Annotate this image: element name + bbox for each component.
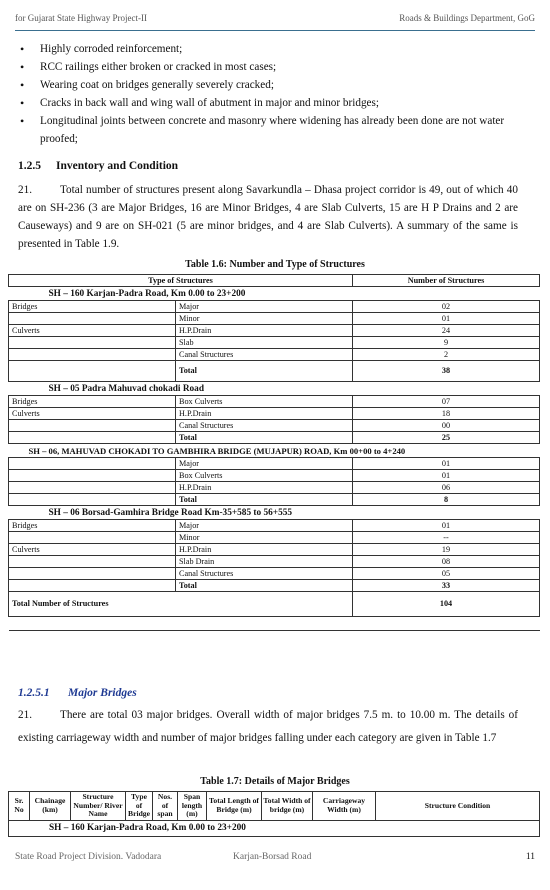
- table-section-row: [9, 287, 540, 301]
- table-cell: [9, 580, 176, 592]
- table-section-row: [9, 506, 540, 520]
- count-cell: 19: [353, 544, 540, 556]
- category-cell: [9, 470, 176, 482]
- table-row: [9, 458, 540, 470]
- category-cell: [9, 313, 176, 325]
- table-row: [9, 470, 540, 482]
- paragraph-major-bridges: [18, 704, 518, 750]
- count-cell: 00: [353, 420, 540, 432]
- col-header: Nos. of span: [153, 792, 178, 821]
- count-cell: 08: [353, 556, 540, 568]
- col-header: Structure Condition: [376, 792, 540, 821]
- type-cell: H.P.Drain: [176, 544, 353, 556]
- total-label-cell: Total: [176, 432, 353, 444]
- table-total-row: [9, 494, 540, 506]
- table-cell: [9, 361, 176, 382]
- type-cell: Box Culverts: [176, 396, 353, 408]
- bullet-icon: •: [20, 42, 25, 56]
- section-title: Inventory and Condition: [56, 160, 179, 172]
- total-value-cell: 25: [353, 432, 540, 444]
- total-value-cell: 33: [353, 580, 540, 592]
- table-row: [9, 520, 540, 532]
- type-cell: Slab Drain: [176, 556, 353, 568]
- bullet-item: • Highly corroded reinforcement;: [20, 42, 183, 56]
- table-row: [9, 301, 540, 313]
- page-header: [15, 8, 535, 31]
- count-cell: 2: [353, 349, 540, 361]
- table-row: [9, 556, 540, 568]
- type-cell: Canal Structures: [176, 420, 353, 432]
- type-cell: Major: [176, 301, 353, 313]
- footer-division: State Road Project Division. Vadodara: [15, 852, 162, 862]
- count-cell: --: [353, 532, 540, 544]
- type-cell: H.P.Drain: [176, 408, 353, 420]
- table-row: [9, 544, 540, 556]
- category-cell: [9, 482, 176, 494]
- col-header: Sr. No: [9, 792, 30, 821]
- type-cell: Major: [176, 520, 353, 532]
- table-total-row: [9, 432, 540, 444]
- col-header: Span length (m): [178, 792, 207, 821]
- footer-project: Karjan-Borsad Road: [233, 852, 312, 862]
- count-cell: 05: [353, 568, 540, 580]
- category-cell: [9, 420, 176, 432]
- bullet-item: • Wearing coat on bridges generally severely cracked;: [20, 78, 274, 92]
- section-title-cell: SH – 05 Padra Mahuvad chokadi Road: [9, 382, 540, 396]
- table-row: [9, 313, 540, 325]
- table-total-row: [9, 361, 540, 382]
- count-cell: 24: [353, 325, 540, 337]
- col-header: Chainage (km): [30, 792, 71, 821]
- paragraph-text: Total number of structures present along Savarkundla – Dhasa project corridor is 49, out of which 40 are on SH-236 (3 are Major Bridges, 16 are Minor Bridges, 4 are Slab Culverts, 15 are H P Drains and 2 are Causeways) and 9 are on SH-021 (5 are minor bridges, and 4 are Slab Culverts). A summary of the same is presented in Table 1.9.: [18, 184, 518, 250]
- subsection-heading: [18, 687, 137, 699]
- table-row: [9, 532, 540, 544]
- total-value-cell: 38: [353, 361, 540, 382]
- count-cell: 01: [353, 458, 540, 470]
- count-cell: 02: [353, 301, 540, 313]
- bullet-icon: •: [20, 96, 25, 110]
- section-number: 1.2.5: [18, 160, 41, 172]
- type-cell: H.P.Drain: [176, 325, 353, 337]
- table-row: [9, 568, 540, 580]
- paragraph-number: 21.: [18, 709, 32, 721]
- table-structures: [8, 274, 540, 631]
- count-cell: 01: [353, 520, 540, 532]
- col-header: Carriageway Width (m): [313, 792, 376, 821]
- total-label-cell: Total: [176, 494, 353, 506]
- category-cell: [9, 568, 176, 580]
- count-cell: 9: [353, 337, 540, 349]
- table-row: [9, 337, 540, 349]
- table-section-row: [9, 820, 540, 836]
- subsection-title: Major Bridges: [68, 687, 137, 699]
- section-heading: [18, 160, 178, 172]
- bullet-item: • Cracks in back wall and wing wall of abutment in major and minor bridges;: [20, 96, 379, 110]
- paragraph-inventory: [18, 181, 518, 253]
- type-cell: H.P.Drain: [176, 482, 353, 494]
- col-header: Type of Structures: [9, 275, 353, 287]
- type-cell: Box Culverts: [176, 470, 353, 482]
- bullet-icon: •: [20, 60, 25, 74]
- table-1-6-caption: Table 1.6: Number and Type of Structures: [185, 259, 365, 270]
- table-1-7-caption: Table 1.7: Details of Major Bridges: [200, 776, 350, 787]
- bullet-item: • Longitudinal joints between concrete and masonry where widening has already been done are not water proofed;: [20, 114, 505, 145]
- count-cell: 18: [353, 408, 540, 420]
- table-row: [9, 482, 540, 494]
- category-cell: [9, 349, 176, 361]
- count-cell: 06: [353, 482, 540, 494]
- category-cell: [9, 458, 176, 470]
- condition-bullet-list: [18, 40, 518, 148]
- type-cell: Canal Structures: [176, 568, 353, 580]
- count-cell: 07: [353, 396, 540, 408]
- count-cell: 01: [353, 313, 540, 325]
- col-header: Total Length of Bridge (m): [207, 792, 262, 821]
- count-cell: 01: [353, 470, 540, 482]
- table-row: [9, 408, 540, 420]
- section-title-cell: SH – 160 Karjan-Padra Road, Km 0.00 to 23+200: [9, 820, 540, 836]
- total-label-cell: Total: [176, 361, 353, 382]
- type-cell: Major: [176, 458, 353, 470]
- type-cell: Canal Structures: [176, 349, 353, 361]
- category-cell: Culverts: [9, 408, 176, 420]
- table-header-row: [9, 792, 540, 821]
- bullet-item: • RCC railings either broken or cracked in most cases;: [20, 60, 277, 74]
- category-cell: Culverts: [9, 544, 176, 556]
- category-cell: [9, 532, 176, 544]
- category-cell: Bridges: [9, 520, 176, 532]
- section-title-cell: SH – 06 Borsad-Gamhira Bridge Road Km-35+585 to 56+555: [9, 506, 540, 520]
- category-cell: Bridges: [9, 301, 176, 313]
- table-section-row: [9, 382, 540, 396]
- paragraph-text: There are total 03 major bridges. Overall width of major bridges 7.5 m. to 10.00 m. The details of existing carriageway width and number of major bridges falling under each category are given in Table 1.7: [18, 709, 518, 744]
- table-total-row: [9, 580, 540, 592]
- type-cell: Minor: [176, 313, 353, 325]
- col-header: Total Width of bridge (m): [262, 792, 313, 821]
- table-section-row: [9, 444, 540, 458]
- grand-total-value-cell: 104: [353, 592, 540, 617]
- category-cell: [9, 556, 176, 568]
- section-title-cell: SH – 06, MAHUVAD CHOKADI TO GAMBHIRA BRIDGE (MUJAPUR) ROAD, Km 00+00 to 4+240: [9, 444, 540, 458]
- table-major-bridges: [8, 791, 540, 837]
- paragraph-number: 21.: [18, 184, 32, 196]
- subsection-number: 1.2.5.1: [18, 687, 50, 699]
- bullet-icon: •: [20, 114, 25, 128]
- total-label-cell: Total: [176, 580, 353, 592]
- table-row: [9, 349, 540, 361]
- header-left-text: for Gujarat State Highway Project-II: [15, 13, 147, 23]
- grand-total-row: [9, 592, 540, 617]
- table-row: [9, 325, 540, 337]
- type-cell: Slab: [176, 337, 353, 349]
- page-number: 11: [525, 852, 535, 862]
- category-cell: Bridges: [9, 396, 176, 408]
- col-header: Number of Structures: [353, 275, 540, 287]
- bullet-icon: •: [20, 78, 25, 92]
- col-header: Structure Number/ River Name: [71, 792, 126, 821]
- col-header: Type of Bridge: [126, 792, 153, 821]
- section-title-cell: SH – 160 Karjan-Padra Road, Km 0.00 to 23+200: [9, 287, 540, 301]
- total-value-cell: 8: [353, 494, 540, 506]
- category-cell: Culverts: [9, 325, 176, 337]
- table-spacer-row: [9, 617, 540, 631]
- table-row: [9, 420, 540, 432]
- table-cell: [9, 617, 540, 631]
- table-cell: [9, 494, 176, 506]
- table-cell: [9, 432, 176, 444]
- grand-total-label-cell: Total Number of Structures: [9, 592, 353, 617]
- header-right-text: Roads & Buildings Department, GoG: [399, 13, 535, 23]
- type-cell: Minor: [176, 532, 353, 544]
- category-cell: [9, 337, 176, 349]
- table-header-row: [9, 275, 540, 287]
- table-row: [9, 396, 540, 408]
